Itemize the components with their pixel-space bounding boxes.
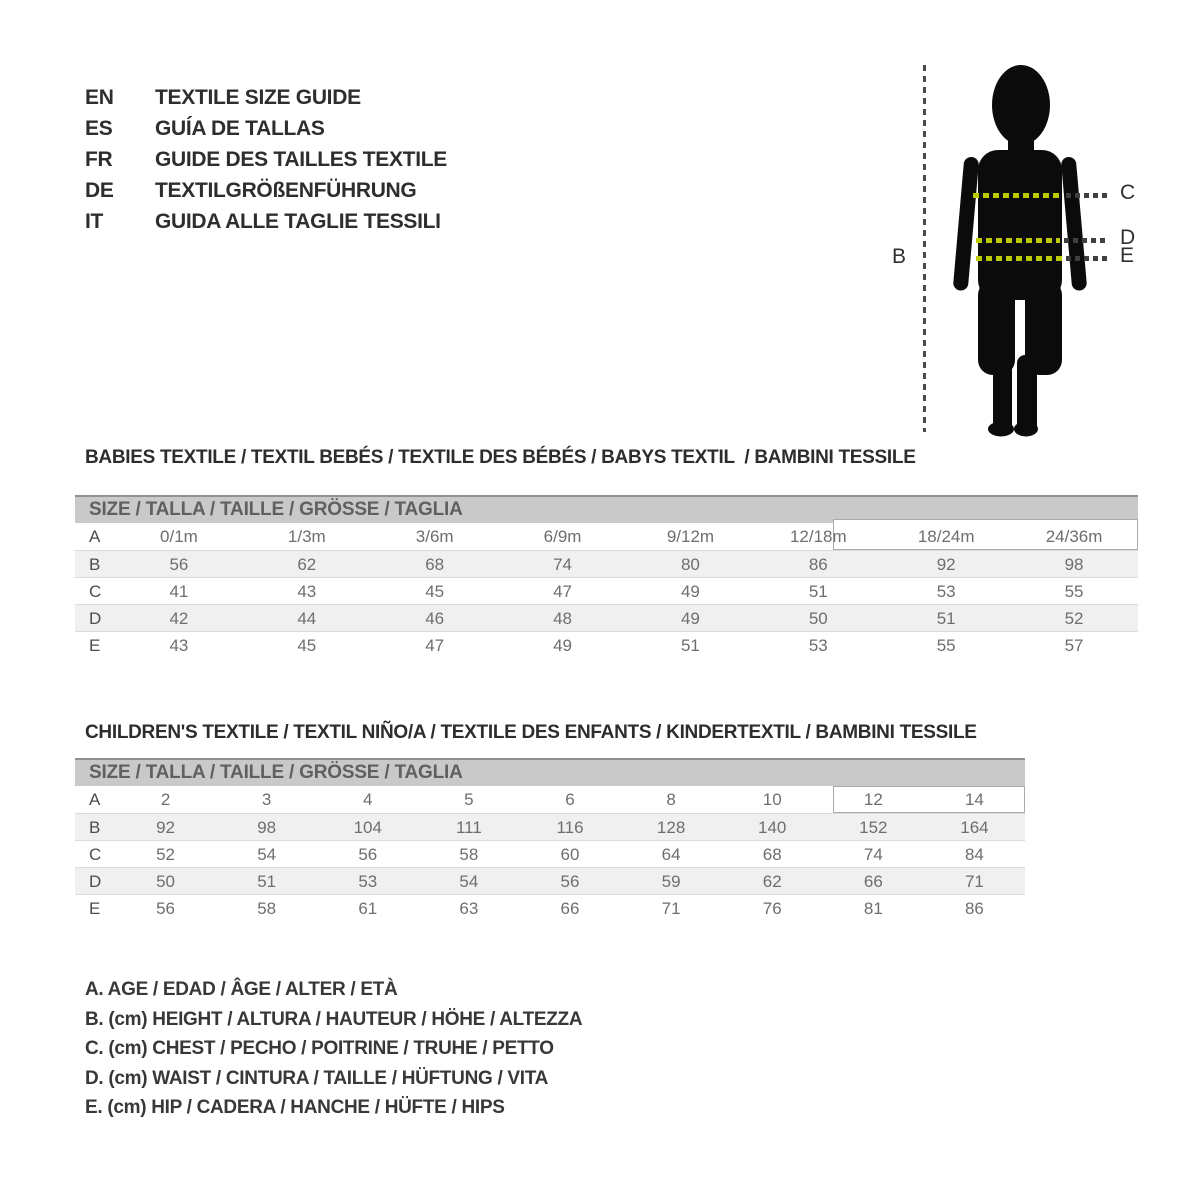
size-cell: 43 (169, 636, 189, 655)
size-cell: 164 (960, 818, 989, 837)
size-row-c (75, 840, 1025, 867)
size-cell: 84 (964, 845, 984, 864)
language-code: EN (85, 85, 114, 109)
size-cell: 44 (297, 609, 317, 628)
language-row (85, 144, 447, 175)
size-cell: 63 (459, 899, 479, 918)
size-cell: 98 (257, 818, 277, 837)
language-label: TEXTILGRÖßENFÜHRUNG (155, 178, 417, 202)
size-cell: 104 (353, 818, 382, 837)
size-cell: 46 (425, 609, 445, 628)
legend-item: E. (cm) HIP / CADERA / HANCHE / HÜFTE / HIPS (85, 1097, 505, 1118)
language-code: ES (85, 116, 113, 140)
size-cell: 52 (1064, 609, 1084, 628)
row-label: E (89, 636, 101, 655)
legend-item: D. (cm) WAIST / CINTURA / TAILLE / HÜFTUNG / VITA (85, 1067, 549, 1089)
size-cell: 3 (261, 790, 272, 809)
size-cell: 51 (808, 582, 828, 601)
size-row-e (75, 894, 1025, 921)
size-cell: 4 (363, 790, 373, 809)
children-table-rows (75, 786, 1025, 921)
size-cell: 45 (297, 636, 317, 655)
legend-item: A. AGE / EDAD / ÂGE / ALTER / ETÀ (85, 979, 398, 1000)
size-cell: 2 (160, 790, 171, 809)
size-cell: 47 (425, 636, 445, 655)
row-label: C (89, 845, 102, 864)
size-cell: 48 (553, 609, 573, 628)
size-cell: 59 (661, 872, 681, 891)
row-label: E (89, 899, 101, 918)
size-cell: 24/36m (1045, 527, 1103, 546)
size-table-header: SIZE / TALLA / TAILLE / GRÖSSE / TAGLIA (75, 758, 1025, 786)
size-cell: 0/1m (160, 527, 198, 546)
waist-pointer-line (1064, 238, 1108, 243)
size-cell: 52 (156, 845, 176, 864)
row-label: D (89, 609, 102, 628)
size-table-header: SIZE / TALLA / TAILLE / GRÖSSE / TAGLIA (75, 495, 1138, 523)
size-row-a (75, 786, 1025, 813)
size-cell: 14 (964, 790, 984, 809)
size-row-d (75, 604, 1138, 631)
legend-item: B. (cm) HEIGHT / ALTURA / HAUTEUR / HÖHE / ALTEZZA (85, 1008, 583, 1030)
babies-table-rows (75, 523, 1138, 658)
size-cell: 57 (1064, 636, 1084, 655)
children-size-table (75, 758, 1025, 921)
size-cell: 8 (666, 790, 676, 809)
size-row-b (75, 550, 1138, 577)
size-cell: 42 (169, 609, 189, 628)
size-cell: 50 (156, 872, 176, 891)
size-cell: 6/9m (543, 527, 582, 546)
size-cell: 49 (680, 609, 700, 628)
size-cell: 41 (169, 582, 189, 601)
hip-measure-line (976, 256, 1062, 261)
size-cell: 53 (936, 582, 956, 601)
size-cell: 9/12m (666, 527, 715, 546)
size-cell: 55 (936, 636, 956, 655)
size-cell: 43 (297, 582, 317, 601)
size-cell: 49 (680, 582, 700, 601)
size-cell: 58 (459, 845, 479, 864)
size-cell: 111 (455, 818, 482, 837)
row-label: D (89, 872, 102, 891)
size-cell: 12/18m (789, 527, 847, 546)
size-cell: 71 (964, 872, 984, 891)
size-cell: 18/24m (917, 527, 975, 546)
measurement-legend (85, 975, 582, 1123)
size-cell: 53 (808, 636, 828, 655)
chest-label: C (1120, 181, 1136, 204)
size-row-d (75, 867, 1025, 894)
size-cell: 81 (863, 899, 883, 918)
size-cell: 61 (358, 899, 378, 918)
size-cell: 3/6m (415, 527, 454, 546)
size-cell: 53 (358, 872, 378, 891)
size-cell: 92 (936, 555, 956, 574)
size-cell: 56 (358, 845, 378, 864)
legend-item: C. (cm) CHEST / PECHO / POITRINE / TRUHE / PETTO (85, 1038, 554, 1059)
size-cell: 50 (808, 609, 828, 628)
size-cell: 49 (553, 636, 573, 655)
row-label: A (89, 527, 101, 546)
size-cell: 51 (257, 872, 277, 891)
row-label: B (89, 818, 101, 837)
language-row (85, 82, 447, 113)
language-code: IT (85, 209, 104, 233)
waist-label: D (1120, 226, 1136, 249)
size-cell: 56 (169, 555, 189, 574)
chest-pointer-line (1066, 193, 1108, 198)
row-label: A (89, 790, 101, 809)
size-cell: 10 (762, 790, 782, 809)
size-cell: 116 (556, 818, 584, 837)
babies-size-table (75, 495, 1138, 658)
child-silhouette-icon (940, 55, 1100, 445)
size-cell: 51 (936, 609, 956, 628)
size-row-e (75, 631, 1138, 658)
babies-section-title: BABIES TEXTILE / TEXTIL BEBÉS / TEXTILE DES BÉBÉS / BABYS TEXTIL / BAMBINI TESSILE (85, 447, 916, 468)
size-cell: 71 (661, 899, 681, 918)
size-cell: 62 (297, 555, 317, 574)
hip-label: E (1120, 244, 1135, 267)
children-section-title: CHILDREN'S TEXTILE / TEXTIL NIÑO/A / TEXTILE DES ENFANTS / KINDERTEXTIL / BAMBINI TESSILE (85, 722, 977, 743)
size-cell: 74 (553, 555, 573, 574)
language-row (85, 113, 447, 144)
chest-measure-line (973, 193, 1063, 198)
size-row-c (75, 577, 1138, 604)
size-cell: 51 (680, 636, 700, 655)
size-cell: 128 (656, 818, 686, 837)
size-cell: 56 (156, 899, 176, 918)
size-cell: 58 (257, 899, 277, 918)
waist-measure-line (976, 238, 1060, 243)
size-cell: 55 (1064, 582, 1084, 601)
size-row-b (75, 813, 1025, 840)
language-label: TEXTILE SIZE GUIDE (155, 85, 361, 109)
size-cell: 74 (863, 845, 883, 864)
language-row (85, 175, 447, 206)
size-cell: 5 (464, 790, 474, 809)
size-cell: 1/3m (287, 527, 326, 546)
size-cell: 140 (758, 818, 787, 837)
hip-pointer-line (1066, 256, 1108, 261)
language-code: DE (85, 178, 114, 202)
size-cell: 66 (863, 872, 883, 891)
size-cell: 92 (156, 818, 176, 837)
size-cell: 66 (560, 899, 580, 918)
language-row (85, 206, 447, 237)
size-cell: 98 (1064, 555, 1084, 574)
size-cell: 6 (565, 790, 575, 809)
language-list (85, 82, 447, 237)
size-cell: 54 (257, 845, 277, 864)
size-cell: 86 (808, 555, 828, 574)
size-cell: 68 (762, 845, 782, 864)
size-cell: 56 (560, 872, 580, 891)
size-cell: 152 (859, 818, 888, 837)
row-label: C (89, 582, 102, 601)
size-row-a (75, 523, 1138, 550)
size-cell: 47 (553, 582, 573, 601)
size-cell: 60 (560, 845, 580, 864)
size-cell: 62 (762, 872, 782, 891)
size-cell: 12 (863, 790, 883, 809)
language-code: FR (85, 147, 113, 171)
size-cell: 54 (459, 872, 479, 891)
language-label: GUIDE DES TAILLES TEXTILE (155, 147, 447, 171)
size-cell: 64 (661, 845, 681, 864)
size-cell: 80 (680, 555, 700, 574)
language-label: GUÍA DE TALLAS (155, 116, 325, 140)
size-cell: 45 (425, 582, 445, 601)
size-cell: 76 (762, 899, 782, 918)
height-dashed-line (923, 65, 926, 432)
size-cell: 86 (964, 899, 984, 918)
height-label: B (892, 245, 907, 268)
measurement-figure (880, 50, 1190, 450)
size-cell: 68 (425, 555, 445, 574)
row-label: B (89, 555, 101, 574)
language-label: GUIDA ALLE TAGLIE TESSILI (155, 209, 441, 233)
